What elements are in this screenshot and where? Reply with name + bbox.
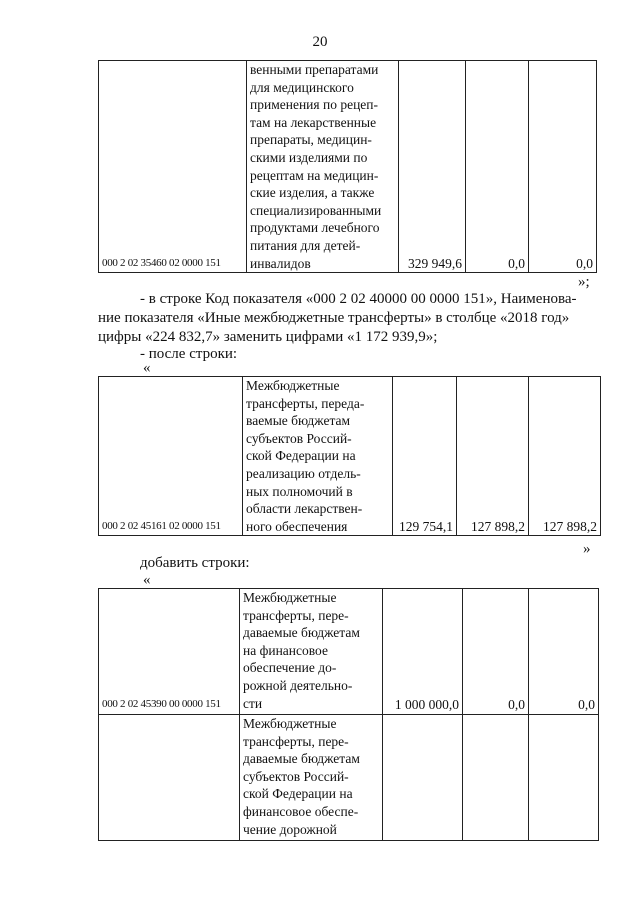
- opening-quote: «: [143, 360, 151, 376]
- value-2019: [463, 715, 529, 841]
- closing-quote: »;: [578, 274, 590, 290]
- name-line: субъектов Россий-: [246, 430, 352, 446]
- value-2020: 0,0: [529, 589, 599, 715]
- value-2018: 129 754,1: [393, 377, 457, 536]
- name-line: рецептам на медицин-: [250, 167, 379, 183]
- name-line: инвалидов: [250, 255, 311, 271]
- opening-quote: «: [143, 572, 151, 588]
- name-line: трансферты, переда-: [246, 395, 365, 411]
- name-line: субъектов Россий-: [243, 768, 349, 784]
- value-2018: 1 000 000,0: [383, 589, 463, 715]
- name-line: ской Федерации на: [246, 448, 356, 464]
- value-2020: 127 898,2: [529, 377, 601, 536]
- name-line: ваемые бюджетам: [246, 413, 351, 429]
- name-line: венными препаратами: [250, 62, 379, 77]
- table-new-rows: [98, 588, 599, 841]
- name-line: на финансовое: [243, 642, 328, 658]
- name-line: ской Федерации на: [243, 786, 353, 802]
- name-line: скими изделиями по: [250, 149, 368, 165]
- name-line: ного обеспечения: [246, 518, 348, 534]
- name-line: даваемые бюджетам: [243, 625, 360, 641]
- value-2018: 329 949,6: [399, 61, 466, 273]
- name-line: ские изделия, а также: [250, 185, 375, 201]
- name-line: для медицинского: [250, 79, 354, 95]
- name-line: обеспечение до-: [243, 660, 337, 676]
- name-line: рожной деятельно-: [243, 677, 353, 693]
- value-2019: 127 898,2: [457, 377, 529, 536]
- page-number: 20: [312, 34, 328, 50]
- value-2019: 0,0: [466, 61, 529, 273]
- name-line: Межбюджетные: [246, 378, 340, 393]
- name-line: там на лекарственные: [250, 114, 377, 130]
- code-cell: 000 2 02 45390 00 0000 151: [99, 589, 240, 715]
- name-line: Межбюджетные: [243, 716, 337, 731]
- name-line: препараты, медицин-: [250, 132, 372, 148]
- name-line: даваемые бюджетам: [243, 751, 360, 767]
- name-line: реализацию отдель-: [246, 465, 361, 481]
- name-line: сти: [243, 695, 263, 711]
- name-cell: [247, 61, 399, 273]
- closing-quote: »: [583, 541, 591, 557]
- name-line: специализированными: [250, 202, 382, 218]
- paragraph-line: ние показателя «Иные межбюджетные трансферты» в столбце «2018 год»: [98, 310, 570, 326]
- name-line: применения по рецеп-: [250, 97, 379, 113]
- code-cell: 000 2 02 45161 02 0000 151: [99, 377, 243, 536]
- paragraph-line: - в строке Код показателя «000 2 02 40000 00 0000 151», Наименова-: [140, 291, 577, 307]
- code-cell: [99, 715, 240, 841]
- value-2019: 0,0: [463, 589, 529, 715]
- name-cell: [240, 715, 383, 841]
- name-cell: [243, 377, 393, 536]
- table-continuation: [98, 60, 597, 273]
- add-rows-label: добавить строки:: [140, 555, 250, 571]
- table-row: [99, 715, 599, 841]
- code-cell: 000 2 02 35460 02 0000 151: [99, 61, 247, 273]
- table-after-row: [98, 376, 601, 536]
- name-line: трансферты, пере-: [243, 733, 349, 749]
- paragraph-line: цифры «224 832,7» заменить цифрами «1 172 939,9»;: [98, 329, 438, 345]
- name-line: области лекарствен-: [246, 501, 363, 517]
- after-row-label: - после строки:: [140, 346, 238, 362]
- name-line: Межбюджетные: [243, 590, 337, 605]
- name-line: ных полномочий в: [246, 483, 353, 499]
- table-row: [99, 589, 599, 715]
- name-cell: [240, 589, 383, 715]
- name-line: питания для детей-: [250, 237, 361, 253]
- value-2018: [383, 715, 463, 841]
- value-2020: [529, 715, 599, 841]
- table-row: [99, 61, 597, 273]
- name-line: продуктами лечебного: [250, 220, 380, 236]
- name-line: финансовое обеспе-: [243, 803, 359, 819]
- table-row: [99, 377, 601, 536]
- name-line: чение дорожной: [243, 821, 337, 837]
- name-line: трансферты, пере-: [243, 607, 349, 623]
- value-2020: 0,0: [529, 61, 597, 273]
